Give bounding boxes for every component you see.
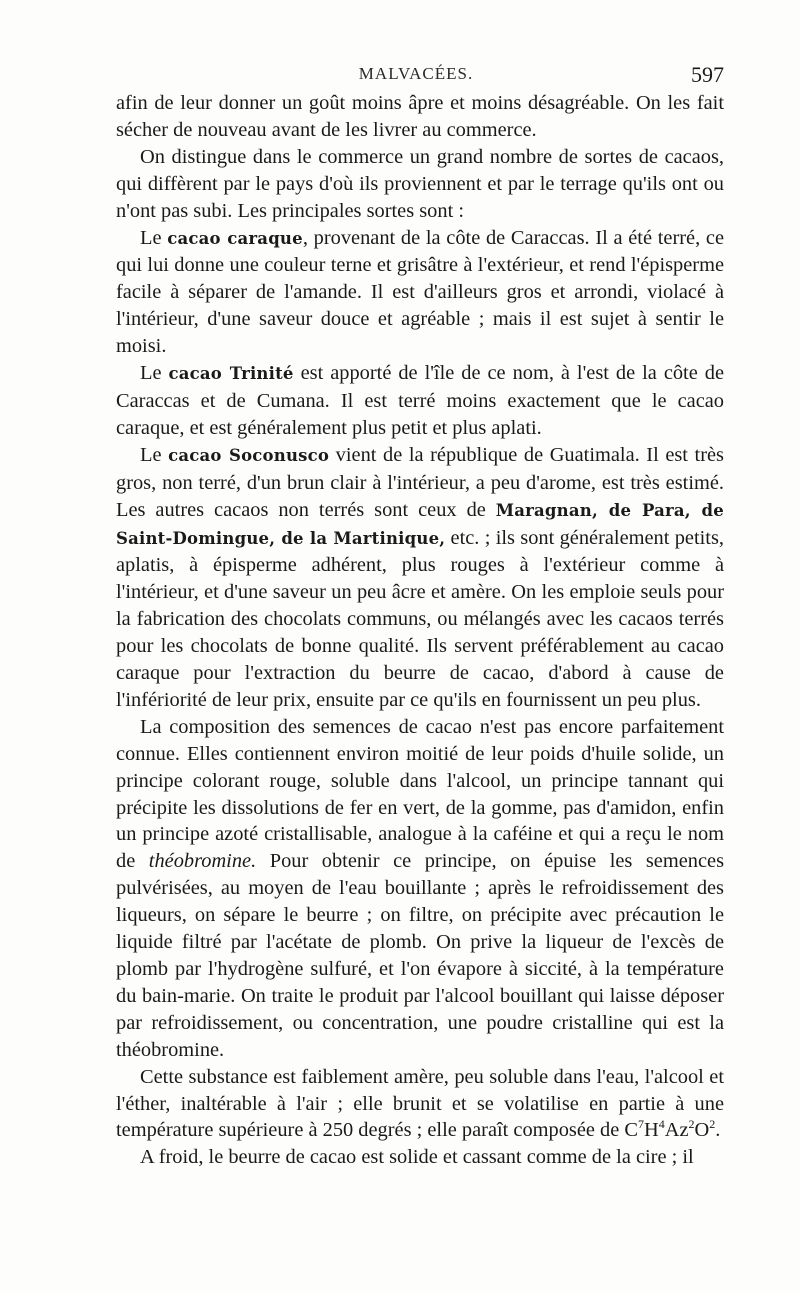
paragraph-theobromine: [116, 1064, 724, 1145]
paragraph-text: Cette substance est faiblement amère, peu soluble dans l'eau, l'alcool et l'éther, inaltérable à l'air ; elle brunit et se volatilise en partie à une température supérieure à 250 degrés ; elle paraît composée de: [116, 1065, 724, 1142]
variety-names-list: Maragnan, de Para, de Saint-Domingue, de la Martinique,: [116, 500, 724, 548]
variety-name: cacao caraque: [167, 228, 303, 248]
paragraph-lead: Le: [140, 443, 169, 466]
variety-name: cacao Trinité: [168, 364, 294, 384]
paragraph-text: On distingue dans le commerce un grand nombre de sortes de cacaos, qui diffèrent par le pays d'où ils proviennent et par le terrage qu'ils ont ou n'ont pas subi. Les principales sortes sont :: [116, 145, 724, 222]
chemical-formula: $C^7H^4Az^2O^2$.: [624, 1117, 721, 1142]
italic-term: théobromine.: [148, 850, 257, 873]
paragraph-text: La composition des semences de cacao n'est pas encore parfaitement connue. Elles contiennent environ moitié de leur poids d'huile solide, un principe colorant rouge, soluble dans l'alcool, un principe tannant qui précipite les dissolutions de fer en vert, de la gomme, pas d'amidon, enfin un principe azoté cristallisable, analogue à la caféine et qui a reçu le nom de: [116, 715, 724, 873]
paragraph-text: , provenant de la côte de Caraccas. Il a été terré, ce qui lui donne une couleur terne et grisâtre à l'extérieur, et rend l'épisperme facile à séparer de l'amande. Il est d'ailleurs gros et arrondi, violacé à l'intérieur, d'une saveur douce et agréable ; mais il est sujet à sentir le moisi.: [116, 226, 725, 358]
paragraph-text: Pour obtenir ce principe, on épuise les semences pulvérisées, au moyen de l'eau bouillante ; après le refroidissement des liqueurs, on sépare le beurre ; on filtre, on précipite avec précaution le liquide filtré par l'acétate de plomb. On prive la liqueur de l'excès de plomb par l'hydrogène sulfuré, et l'on évapore à siccité, à la température du bain-marie. On traite le produit par l'alcool bouillant qui laisse déposer par refroidissement, ou concentration, une poudre cristalline qui est la théobromine.: [116, 850, 725, 1061]
paragraph-1: [116, 90, 724, 144]
paragraph-text: etc. ; ils sont généralement petits, aplatis, à épisperme adhérent, plus rouges à l'extérieur comme à l'intérieur, et d'une saveur un peu âcre et amère. On les emploie seuls pour la fabrication des chocolats communs, ou mélangés avec les cacaos terrés pour les chocolats de bonne qualité. Ils servent préférablement au cacao caraque pour l'extraction du beurre de cacao, d'abord à cause de l'infériorité de leur prix, ensuite par ce qu'ils en fournissent un peu plus.: [116, 526, 724, 711]
paragraph-lead: Le: [140, 362, 169, 385]
page-body: [116, 90, 724, 1171]
running-head: MALVACÉES.: [358, 64, 474, 83]
paragraph-2: [116, 144, 724, 225]
paragraph-beurre: [116, 1144, 724, 1171]
paragraph-text: vient de la république de Guatimala. Il est très gros, non terré, d'un brun clair à l'intérieur, a peu d'arome, est très estimé. Les autres cacaos non terrés sont ceux de: [116, 443, 724, 521]
page-header: [116, 62, 724, 90]
paragraph-text: afin de leur donner un goût moins âpre et moins désagréable. On les fait sécher de nouveau avant de les livrer au commerce.: [116, 92, 724, 141]
paragraph-text: A froid, le beurre de cacao est solide et cassant comme de la cire ; il: [140, 1146, 694, 1169]
page-number: 597: [691, 62, 724, 87]
paragraph-cacao-caraque: [116, 225, 724, 361]
paragraph-cacao-soconusco: [116, 442, 724, 714]
paragraph-composition: [116, 714, 724, 1064]
variety-name: cacao Soconusco: [168, 445, 330, 465]
paragraph-text: est apporté de l'île de ce nom, à l'est de la côte de Caraccas et de Cumana. Il est terré moins exactement que le cacao caraque, et est généralement plus petit et plus aplati.: [116, 362, 724, 439]
paragraph-lead: Le: [140, 226, 168, 249]
paragraph-cacao-trinite: [116, 360, 724, 442]
